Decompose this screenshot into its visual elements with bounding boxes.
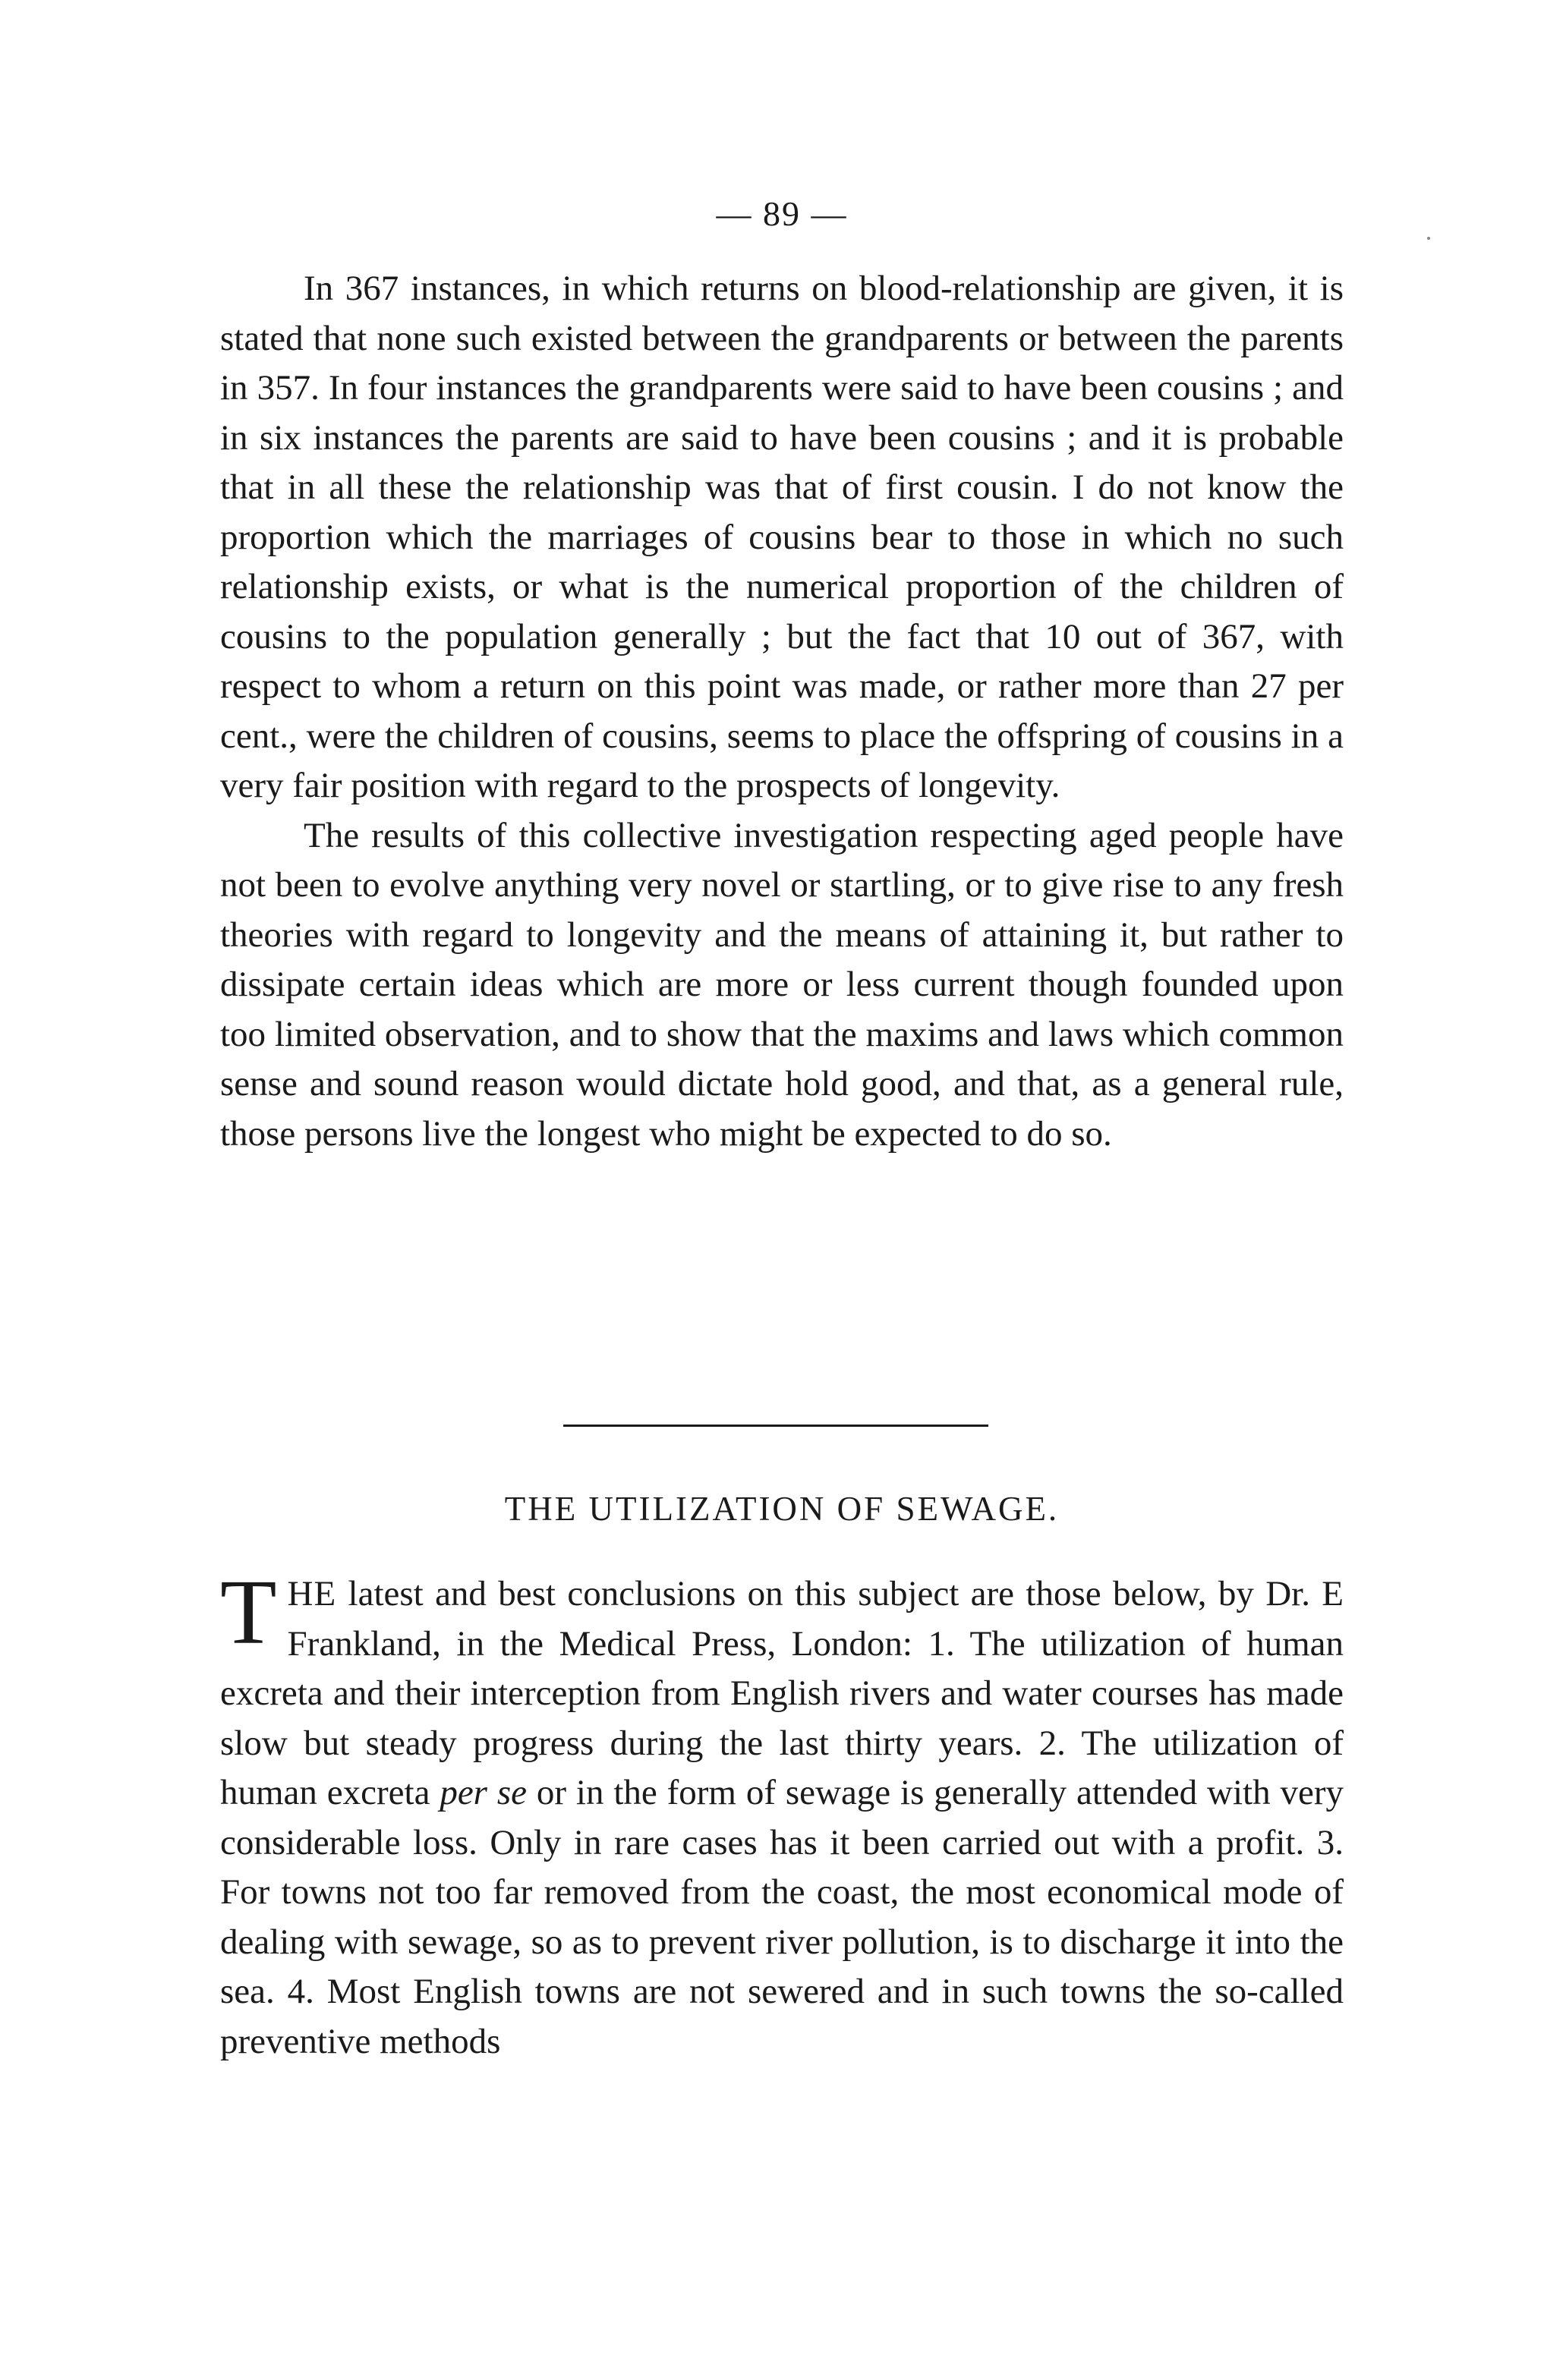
paragraph-sewage-conclusions [220, 1561, 1344, 2067]
drop-cap: T [220, 1561, 277, 1664]
lead-caps: HE [287, 1574, 337, 1613]
paragraph-investigation-results: The results of this collective investigation respecting aged people have not been to evolve anything very novel or startling, or to give rise to any fresh theories with regard to longevity and the means of attaining it, but rather to dissipate certain ideas which are more or less current though founded upon too limited observation, and to show that the maxims and laws which common sense and sound reason would dictate hold good, and that, as a general rule, those persons live the longest who might be expected to do so. [220, 815, 1344, 1154]
paper-speck [1427, 237, 1430, 240]
section-text [220, 1561, 1344, 2067]
book-page [220, 0, 1344, 2380]
italic-phrase: per se [440, 1773, 527, 1812]
sewage-text-part2: or in the form of sewage is generally attended with very considerable loss. Only in rare cases has it been carried out with a profit. 3. For towns not too far removed from the coast, the most economical mode of dealing with sewage, so as to prevent river pollution, is to discharge it into the sea. 4. Most English towns are not sewered and in such towns the so-called preventive methods [220, 1773, 1344, 2061]
page-number: — 89 — [716, 194, 848, 233]
paragraph-blood-relationship: In 367 instances, in which returns on blood-relationship are given, it is stated that none such existed between the grandparents or between the parents in 357. In four instances the grandparents were said to have been cousins ; and in six instances the parents are said to have been cousins ; and it is probable that in all these the relationship was that of first cousin. I do not know the proportion which the marriages of cousins bear to those in which no such relationship exists, or what is the numerical proportion of the children of cousins to the population generally ; but the fact that 10 out of 367, with respect to whom a return on this point was made, or rather more than 27 per cent., were the children of cousins, seems to place the offspring of cousins in a very fair position with regard to the prospects of longevity. [220, 269, 1344, 805]
sewage-text-part1: latest and best conclusions on this subject are those below, by Dr. E Frankland, in the Medical Press, London: 1. The utilization of human excreta and their interception from English rivers and water courses has made slow but steady progress during the last thirty years. 2. The utilization of human excreta [220, 1574, 1344, 1812]
section-divider [563, 1425, 988, 1427]
section-heading: THE UTILIZATION OF SEWAGE. [504, 1490, 1060, 1528]
body-text [220, 264, 1344, 1159]
